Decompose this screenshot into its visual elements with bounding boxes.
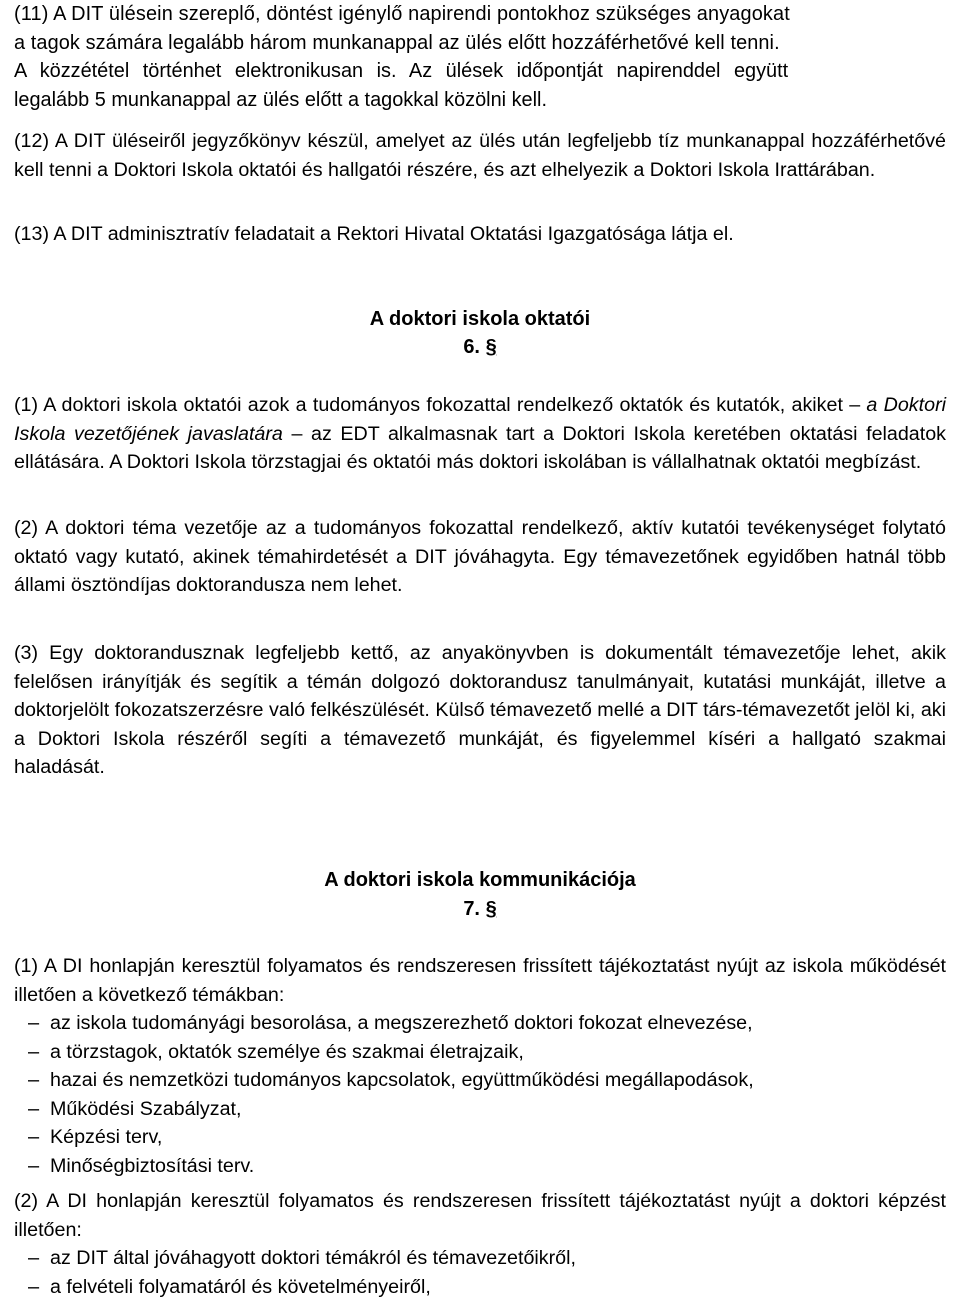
section-6-paragraph-1-text-a: (1) A doktori iskola oktatói azok a tudományos fokozattal rendelkező oktatók és kutatók, akiket – <box>14 394 867 416</box>
section-7-number <box>0 895 960 924</box>
section-7-training-list <box>14 1244 946 1301</box>
list-item: – Képzési terv, <box>14 1123 946 1152</box>
paragraph-11-line-2: a tagok számára legalább három munkanappal az ülés előtt hozzáférhetővé kell tenni. <box>14 31 780 54</box>
section-6-title: A doktori iskola oktatói <box>369 308 591 330</box>
section-6-paragraph-3: (3) Egy doktorandusznak legfeljebb kettő, az anyakönyvben is dokumentált témavezetője lehet, akik felelősen irányítják és segítik a témán dolgozó doktorandusz tanulmányait, kutatási munkáját, illetve a doktorjelölt fokozatszerzésre való felkészülését. Külső témavezető mellé a DIT társ-témavezetőt jelöl ki, aki a Doktori Iskola részéről segíti a témavezető munkáját, és figyelemmel kíséri a hallgató szakmai haladását. <box>14 642 946 779</box>
paragraph-11-line-1: (11) A DIT ülésein szereplő, döntést igénylő napirendi pontokhoz szükséges anyagokat <box>14 3 790 25</box>
section-6-paragraph-1-italic: a Doktori Iskola vezetőjének javaslatára <box>14 394 946 445</box>
list-item: – az iskola tudományági besorolása, a megszerezhető doktori fokozat elnevezése, <box>14 1009 946 1038</box>
section-7-paragraph-1: (1) A DI honlapján keresztül folyamatos és rendszeresen frissített tájékoztatást nyújt az iskola működését illetően a következő témákban: <box>14 955 946 1006</box>
section-7-number-text: 7. <box>463 898 480 920</box>
section-7-title: A doktori iskola kommunikációja <box>324 869 636 891</box>
list-item: – a felvételi folyamatáról és követelményeiről, <box>14 1273 946 1302</box>
paragraph-13: (13) A DIT adminisztratív feladatait a Rektori Hivatal Oktatási Igazgatósága látja el. <box>14 223 734 245</box>
list-item: – az DIT által jóváhagyott doktori témákról és témavezetőikről, <box>14 1244 946 1273</box>
list-item: – hazai és nemzetközi tudományos kapcsolatok, együttműködési megállapodások, <box>14 1066 946 1095</box>
paragraph-12: (12) A DIT üléseiről jegyzőkönyv készül, amelyet az ülés után legfeljebb tíz munkanappal hozzáférhetővé kell tenni a Doktori Iskola oktatói és hallgatói részére, és azt elhelyezik a Doktori Iskola Irattárában. <box>14 130 946 181</box>
section-6-number-text: 6. <box>463 336 480 358</box>
list-item: – Minőségbiztosítási terv. <box>14 1152 946 1181</box>
paragraph-11 <box>14 0 946 114</box>
section-6-paragraph-1-text-b: – az EDT alkalmasnak tart a Doktori Iskola keretében oktatási feladatok ellátására. A Doktori Iskola törzstagjai és oktatói más doktori iskolában is vállalhatnak oktatói megbízást. <box>14 422 947 474</box>
section-sign-icon: § <box>485 898 497 920</box>
section-6-paragraph-1 <box>14 391 946 477</box>
section-6-paragraph-2: (2) A doktori téma vezetője az a tudományos fokozattal rendelkező, aktív kutatói tevékenységet folytató oktató vagy kutató, akinek témahirdetését a DIT jóváhagyta. Egy témavezetőnek egyidőben hatnál több állami ösztöndíjas doktorandusza nem lehet. <box>14 517 946 597</box>
list-item: – a törzstagok, oktatók személye és szakmai életrajzaik, <box>14 1038 946 1067</box>
section-6-number <box>0 333 960 362</box>
section-sign-icon: § <box>485 336 497 358</box>
section-7-topic-list <box>14 1009 946 1181</box>
paragraph-11-line-4: legalább 5 munkanappal az ülés előtt a tagokkal közölni kell. <box>14 88 547 111</box>
section-7-paragraph-2: (2) A DI honlapján keresztül folyamatos és rendszeresen frissített tájékoztatást nyújt a doktori képzést illetően: <box>14 1190 946 1241</box>
paragraph-11-line-3: A közzététel történhet elektronikusan is. Az ülések időpontját napirenddel együtt <box>14 60 789 83</box>
list-item: – Működési Szabályzat, <box>14 1095 946 1124</box>
